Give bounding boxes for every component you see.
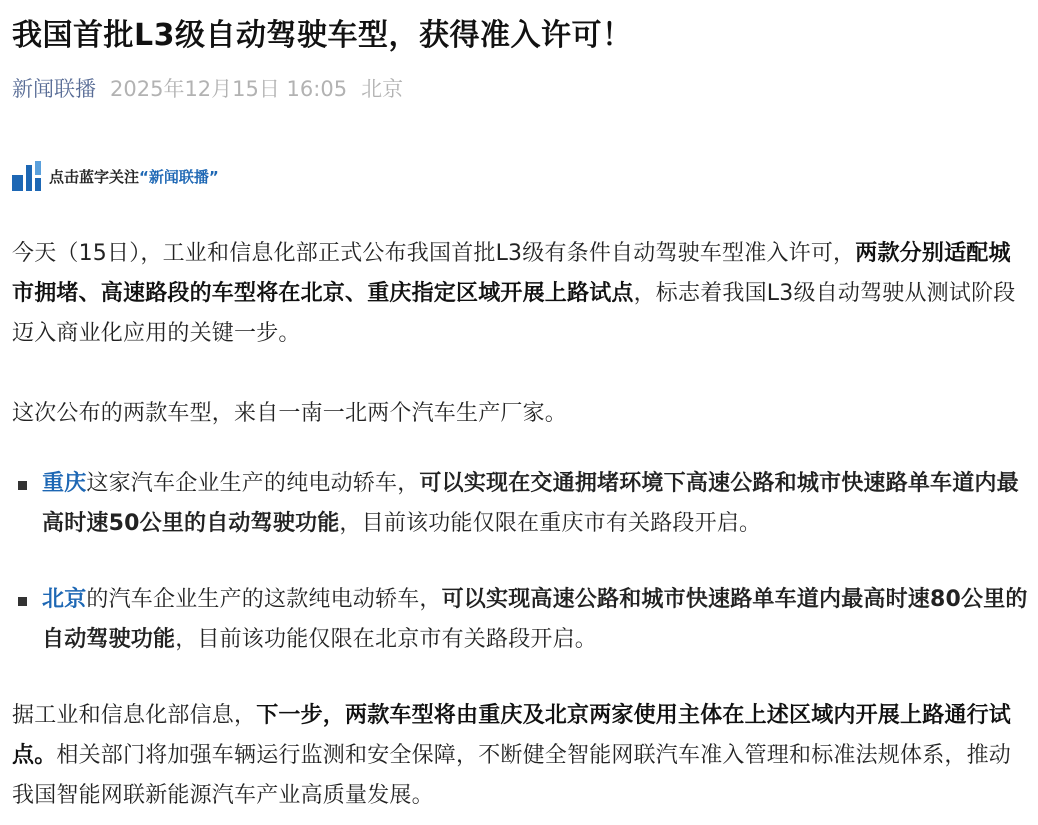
paragraph-intro: 今天（15日），工业和信息化部正式公布我国首批L3级有条件自动驾驶车型准入许可，两款分别适配城市拥堵、高速路段的车型将在北京、重庆指定区域开展上路试点，标志着我国L3级自动驾驶从测试阶段迈入商业化应用的关键一步。 <box>12 241 1016 346</box>
paragraph-next-step: 据工业和信息化部信息，下一步，两款车型将由重庆及北京两家使用主体在上述区域内开展上路通行试点。相关部门将加强车辆运行监测和安全保障，不断健全智能网联汽车准入管理和标准法规体系，推动我国智能网联新能源汽车产业高质量发展。 <box>12 703 1012 808</box>
city-chongqing: 重庆 <box>42 471 87 496</box>
publish-date: 2025年12月15日 16:05 <box>110 77 348 101</box>
list-item-chongqing: 重庆这家汽车企业生产的纯电动轿车，可以实现在交通拥堵环境下高速公路和城市快速路单车道内最高时速50公里的自动驾驶功能，目前该功能仅限在重庆市有关路段开启。 <box>12 464 1028 544</box>
follow-text: 点击蓝字关注“新闻联播” <box>49 167 219 186</box>
follow-banner[interactable] <box>12 160 219 192</box>
publish-location: 北京 <box>361 77 404 101</box>
article-title: 我国首批L3级自动驾驶车型，获得准入许可！ <box>12 18 633 53</box>
list-item-beijing: 北京的汽车企业生产的这款纯电动轿车，可以实现高速公路和城市快速路单车道内最高时速80公里的自动驾驶功能，目前该功能仅限在北京市有关路段开启。 <box>12 580 1028 660</box>
article-meta <box>12 74 403 104</box>
source-link[interactable]: 新闻联播 <box>12 77 96 101</box>
bullet-square-icon <box>18 481 27 490</box>
paragraph-two-models: 这次公布的两款车型，来自一南一北两个汽车生产厂家。 <box>12 401 568 426</box>
follow-account: “新闻联播” <box>139 167 219 186</box>
bar-chart-logo-icon <box>12 161 42 191</box>
city-beijing: 北京 <box>42 587 87 612</box>
bullet-square-icon <box>18 597 27 606</box>
